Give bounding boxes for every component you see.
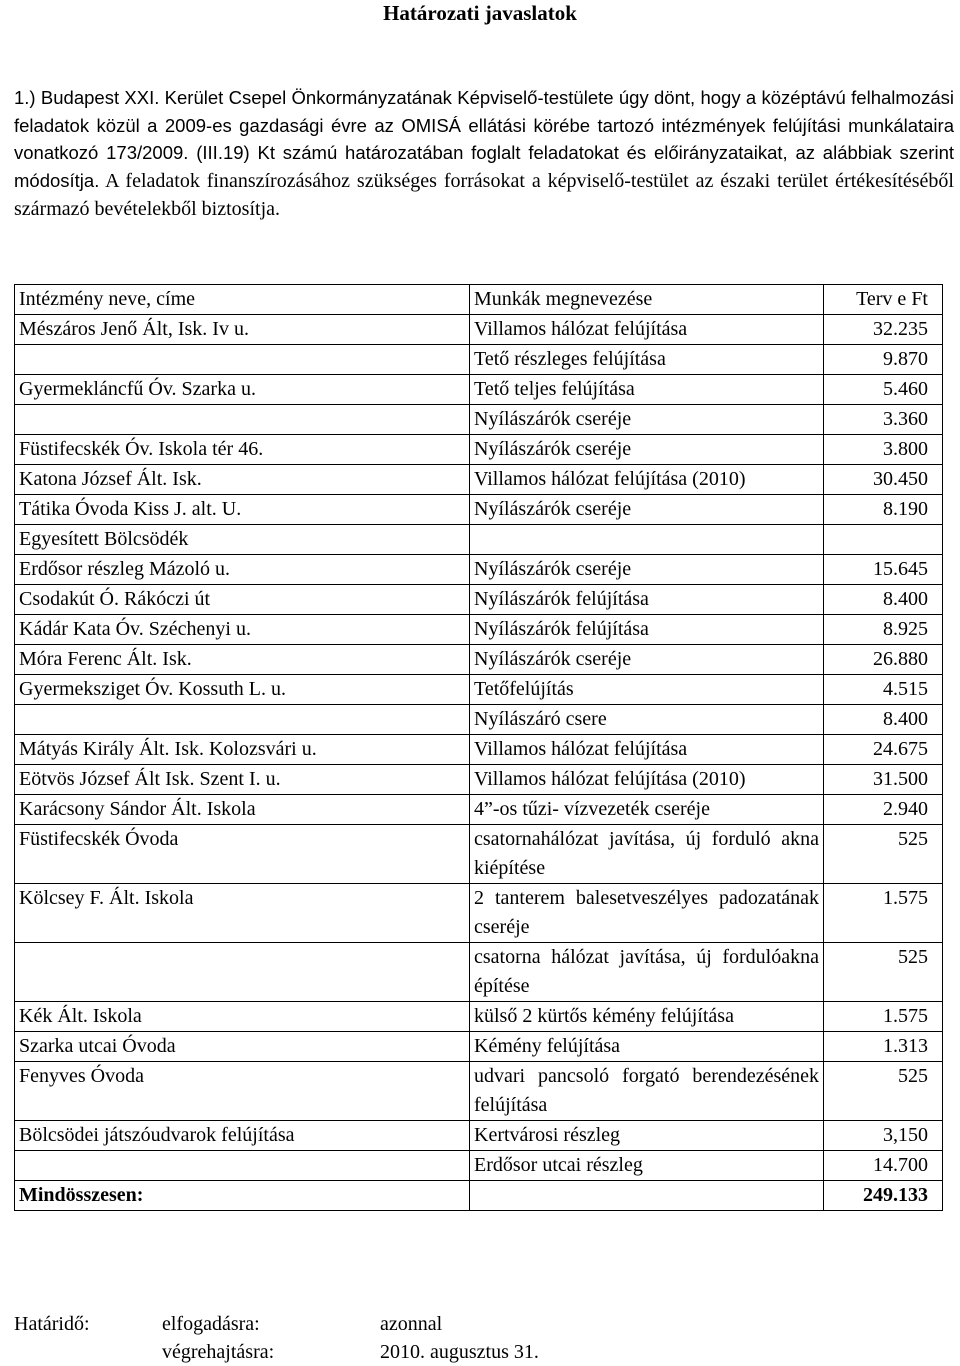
cell-works: Nyílászárók felújítása	[470, 585, 824, 615]
cell-institution: Tátika Óvoda Kiss J. alt. U.	[15, 495, 470, 525]
cell-plan: 24.675	[824, 735, 943, 765]
table-row	[15, 435, 943, 465]
cell-plan	[824, 525, 943, 555]
cell-works: csatorna hálózat javítása, új fordulóakna építése	[470, 943, 824, 1002]
cell-works: Nyílászárók cseréje	[470, 405, 824, 435]
table-row	[15, 1002, 943, 1032]
cell-plan: 3.360	[824, 405, 943, 435]
cell-institution	[15, 405, 470, 435]
cell-plan: 30.450	[824, 465, 943, 495]
table-row	[15, 1121, 943, 1151]
cell-institution	[15, 1151, 470, 1181]
cell-plan: 1.575	[824, 1002, 943, 1032]
table-row	[15, 735, 943, 765]
execution-value: 2010. augusztus 31.	[380, 1341, 539, 1363]
cell-plan: 5.460	[824, 375, 943, 405]
cell-institution: Kölcsey F. Ált. Iskola	[15, 884, 470, 943]
cell-institution	[15, 345, 470, 375]
cell-plan: 8.925	[824, 615, 943, 645]
table-row	[15, 465, 943, 495]
table-row	[15, 315, 943, 345]
cell-institution: Fenyves Óvoda	[15, 1062, 470, 1121]
cell-institution: Gyermeksziget Óv. Kossuth L. u.	[15, 675, 470, 705]
table-row	[15, 943, 943, 1002]
header-works: Munkák megnevezése	[470, 285, 824, 315]
cell-institution	[15, 943, 470, 1002]
cell-institution	[15, 705, 470, 735]
cell-plan: 14.700	[824, 1151, 943, 1181]
acceptance-label: elfogadásra:	[162, 1313, 260, 1335]
cell-works: Nyílászárók cseréje	[470, 435, 824, 465]
cell-works: Tető részleges felújítása	[470, 345, 824, 375]
deadline-label: Határidő:	[14, 1313, 90, 1335]
cell-works	[470, 525, 824, 555]
cell-institution: Kék Ált. Iskola	[15, 1002, 470, 1032]
page-title: Határozati javaslatok	[383, 1, 577, 25]
cell-works: külső 2 kürtős kémény felújítása	[470, 1002, 824, 1032]
cell-works: Tető teljes felújítása	[470, 375, 824, 405]
cell-works: Erdősor utcai részleg	[470, 1151, 824, 1181]
cell-plan: 8.400	[824, 585, 943, 615]
cell-works: Kertvárosi részleg	[470, 1121, 824, 1151]
cell-plan: 525	[824, 1062, 943, 1121]
cell-plan: 8.190	[824, 495, 943, 525]
cell-institution: Egyesített Bölcsödék	[15, 525, 470, 555]
cell-institution: Erdősor részleg Mázoló u.	[15, 555, 470, 585]
table-row	[15, 825, 943, 884]
total-value: 249.133	[824, 1181, 943, 1211]
cell-plan: 26.880	[824, 645, 943, 675]
acceptance-value: azonnal	[380, 1313, 443, 1335]
cell-institution: Füstifecskék Óv. Iskola tér 46.	[15, 435, 470, 465]
table-row	[15, 405, 943, 435]
cell-institution: Kádár Kata Óv. Széchenyi u.	[15, 615, 470, 645]
header-plan: Terv e Ft	[824, 285, 943, 315]
table-row	[15, 345, 943, 375]
table-row	[15, 705, 943, 735]
table-row	[15, 615, 943, 645]
cell-plan: 2.940	[824, 795, 943, 825]
table-row	[15, 765, 943, 795]
cell-plan: 4.515	[824, 675, 943, 705]
cell-plan: 1.313	[824, 1032, 943, 1062]
table-row	[15, 884, 943, 943]
total-row	[15, 1181, 943, 1211]
resolution-text	[14, 84, 954, 224]
table-row	[15, 375, 943, 405]
table-row	[15, 645, 943, 675]
cell-institution: Mátyás Király Ált. Isk. Kolozsvári u.	[15, 735, 470, 765]
cell-works: Nyílászárók cseréje	[470, 645, 824, 675]
cell-works: 4”-os tűzi- vízvezeték cseréje	[470, 795, 824, 825]
cell-plan: 9.870	[824, 345, 943, 375]
table-row	[15, 495, 943, 525]
cell-works: Nyílászárók cseréje	[470, 495, 824, 525]
cell-plan: 31.500	[824, 765, 943, 795]
table-row	[15, 795, 943, 825]
table-row	[15, 555, 943, 585]
total-label: Mindösszesen:	[15, 1181, 470, 1211]
cell-works: Nyílászáró csere	[470, 705, 824, 735]
resolution-text-part2: A feladatok finanszírozásához szükséges forrásokat a képviselő-testület az északi terület értékesítéséből származó bevételekből biztosítja.	[14, 169, 954, 220]
works-table-body	[15, 285, 943, 1211]
cell-works: Nyílászárók cseréje	[470, 555, 824, 585]
cell-works: Villamos hálózat felújítása	[470, 315, 824, 345]
cell-works: Tetőfelújítás	[470, 675, 824, 705]
cell-plan: 525	[824, 943, 943, 1002]
header-institution: Intézmény neve, címe	[15, 285, 470, 315]
cell-institution: Móra Ferenc Ált. Isk.	[15, 645, 470, 675]
cell-institution: Csodakút Ó. Rákóczi út	[15, 585, 470, 615]
table-row	[15, 1151, 943, 1181]
cell-works: Villamos hálózat felújítása (2010)	[470, 765, 824, 795]
works-table	[14, 284, 943, 1211]
table-row	[15, 1062, 943, 1121]
table-row	[15, 525, 943, 555]
cell-works: 2 tanterem balesetveszélyes padozatának cseréje	[470, 884, 824, 943]
cell-works: udvari pancsoló forgató berendezésének felújítása	[470, 1062, 824, 1121]
table-row	[15, 675, 943, 705]
total-empty-cell	[470, 1181, 824, 1211]
table-header-row	[15, 285, 943, 315]
cell-works: Kémény felújítása	[470, 1032, 824, 1062]
resolution-text-part1: 1.) Budapest XXI. Kerület Csepel Önkormányzatának Képviselő-testülete úgy dönt, hogy a középtávú felhalmozási feladatok közül a 2009-es gazdasági évre az OMISÁ ellátási körébe tartozó intézmények felújítási munkálataira vonatkozó 173/2009. (III.19) Kt számú határozatában foglalt feladatokat és előirányzataikat, az alábbiak szerint módosítja.	[14, 87, 954, 191]
cell-institution: Karácsony Sándor Ált. Iskola	[15, 795, 470, 825]
cell-works: Villamos hálózat felújítása	[470, 735, 824, 765]
cell-institution: Eötvös József Ált Isk. Szent I. u.	[15, 765, 470, 795]
cell-works: csatornahálózat javítása, új forduló akna kiépítése	[470, 825, 824, 884]
table-row	[15, 585, 943, 615]
cell-works: Villamos hálózat felújítása (2010)	[470, 465, 824, 495]
cell-plan: 15.645	[824, 555, 943, 585]
table-row	[15, 1032, 943, 1062]
cell-institution: Katona József Ált. Isk.	[15, 465, 470, 495]
cell-plan: 8.400	[824, 705, 943, 735]
cell-institution: Gyermekláncfű Óv. Szarka u.	[15, 375, 470, 405]
cell-plan: 3.800	[824, 435, 943, 465]
cell-institution: Mészáros Jenő Ált, Isk. Iv u.	[15, 315, 470, 345]
cell-works: Nyílászárók felújítása	[470, 615, 824, 645]
cell-plan: 525	[824, 825, 943, 884]
execution-label: végrehajtásra:	[162, 1341, 275, 1363]
cell-institution: Bölcsödei játszóudvarok felújítása	[15, 1121, 470, 1151]
cell-plan: 1.575	[824, 884, 943, 943]
cell-plan: 32.235	[824, 315, 943, 345]
cell-plan: 3,150	[824, 1121, 943, 1151]
cell-institution: Szarka utcai Óvoda	[15, 1032, 470, 1062]
cell-institution: Füstifecskék Óvoda	[15, 825, 470, 884]
